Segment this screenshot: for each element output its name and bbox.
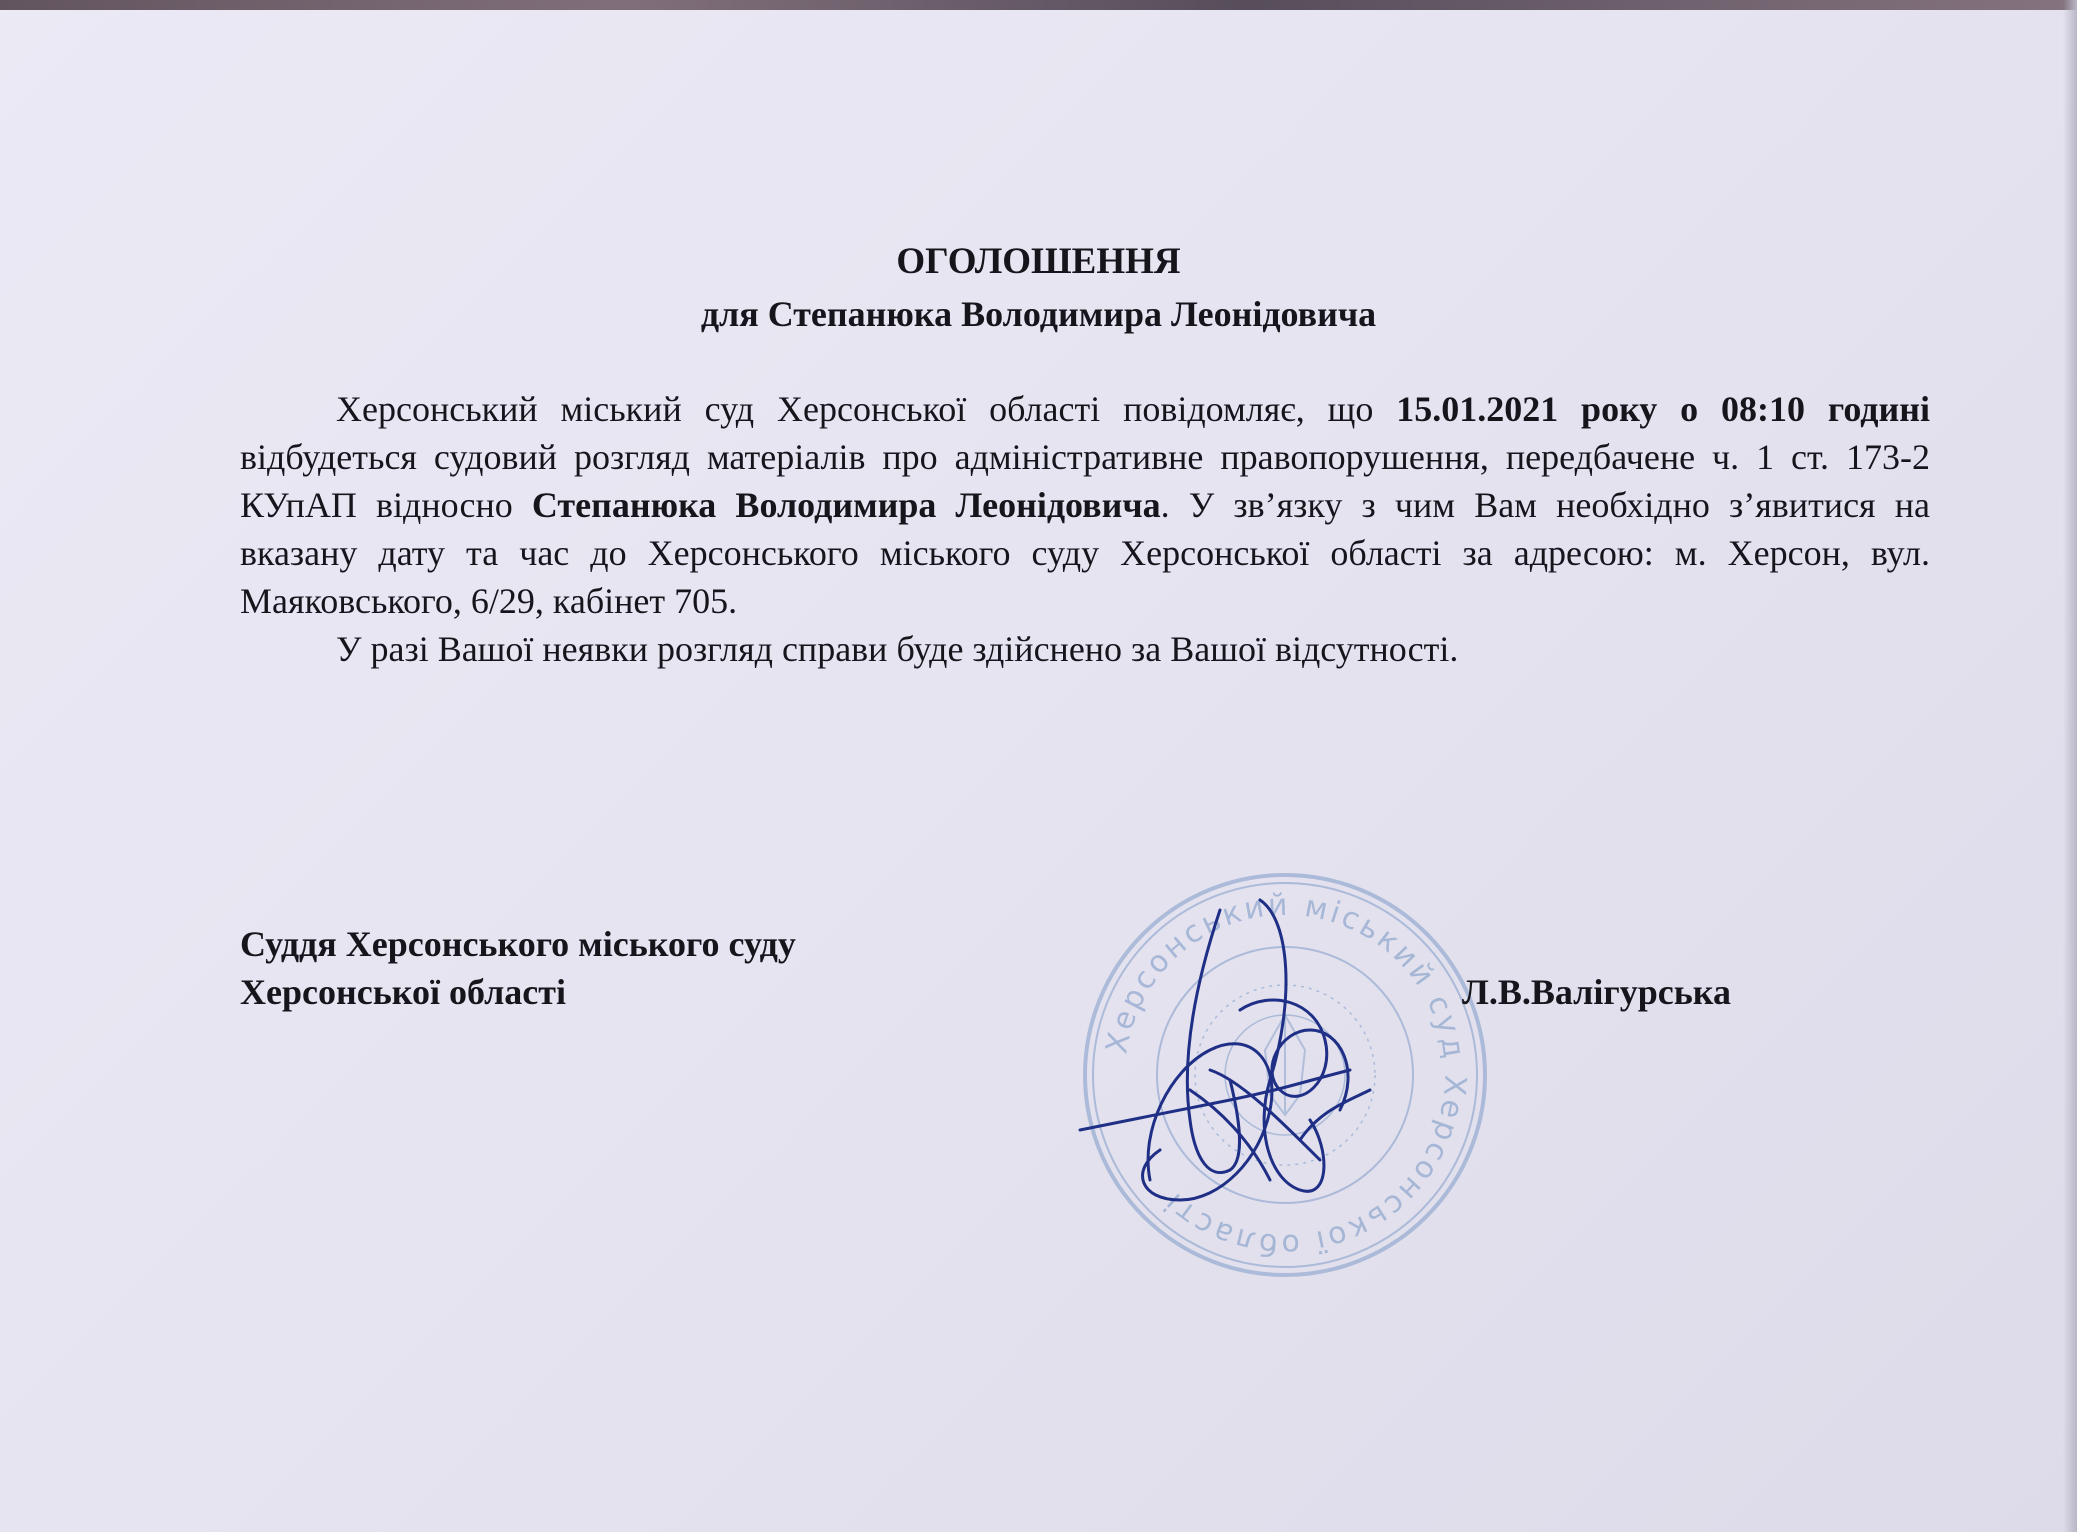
document-title: ОГОЛОШЕННЯ — [896, 241, 1181, 282]
judge-position — [240, 920, 796, 1016]
judge-position-line-1: Суддя Херсонського міського суду — [240, 924, 796, 964]
top-edge-shadow — [0, 0, 2077, 10]
absence-paragraph: У разі Вашої неявки розгляд справи буде здійснено за Вашої відсутності. — [336, 629, 1459, 669]
document-body — [240, 385, 1930, 673]
handwritten-signature — [1070, 880, 1490, 1240]
defendant-name: Степанюка Володимира Леонідовича — [531, 485, 1161, 525]
stamp-text: Херсонський міський суд Херсонської області — [1099, 887, 1473, 1263]
document-subtitle: для Степанюка Володимира Леонідовича — [700, 294, 1377, 334]
hearing-datetime: 15.01.2021 року о 08:10 годині — [1396, 389, 1931, 429]
notice-text-3: . У зв’язку з чим Вам необхідно з’явитися на вказану дату та час до Херсонського міського суду Херсонської області за адресою: м. Херсон, вул. Маяковського, 6/29, кабінет 705. — [240, 485, 1930, 621]
notice-text-2: відбудеться судовий розгляд матеріалів про адміністративне правопорушення, передбачене ч. 1 ст. 173-2 КУпАП відносно — [240, 437, 1930, 525]
judge-position-line-2: Херсонської області — [240, 972, 566, 1012]
notice-text-1: Херсонський міський суд Херсонської області повідомляє, що — [336, 389, 1397, 429]
notice-paragraph — [240, 385, 1930, 625]
right-edge-shadow — [2063, 0, 2077, 1532]
judge-name: Л.В.Валігурська — [1462, 972, 1731, 1012]
